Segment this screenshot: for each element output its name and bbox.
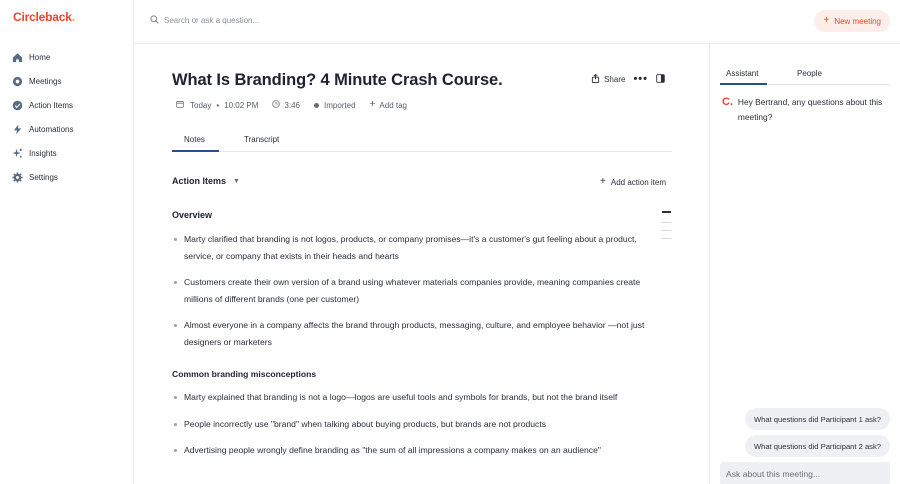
source-chip	[314, 101, 356, 110]
search-icon	[150, 15, 164, 26]
plus-icon: +	[369, 99, 376, 110]
suggestion-chip[interactable]: What questions did Participant 2 ask?	[745, 435, 890, 457]
sidebar-item-label: Home	[29, 52, 51, 62]
assistant-message	[722, 95, 892, 125]
new-meeting-label: New meeting	[834, 16, 881, 26]
logo-dot: .	[71, 10, 75, 24]
sidebar-item-meetings[interactable]	[0, 69, 134, 93]
assistant-tabs	[720, 66, 890, 85]
list-item: People incorrectly use "brand" when talking about buying products, but brands are not products	[172, 416, 658, 433]
list-item: Advertising people wrongly define branding as "the sum of all impressions a company makes on an audience"	[172, 442, 658, 459]
check-circle-icon	[12, 100, 23, 111]
misconceptions-list	[172, 389, 658, 469]
meeting-date: Today	[190, 100, 212, 110]
meetings-icon	[12, 76, 23, 87]
search-placeholder: Search or ask a question...	[164, 16, 260, 25]
meeting-time: 10:02 PM	[224, 100, 259, 110]
sidebar-toggle-icon[interactable]	[656, 74, 665, 85]
meta-separator: •	[216, 100, 220, 110]
notes-tabs	[172, 132, 672, 152]
more-options-icon[interactable]: •••	[633, 73, 648, 85]
action-items-toggle[interactable]	[172, 176, 240, 186]
share-icon	[591, 74, 604, 85]
tab-assistant[interactable]: Assistant	[726, 69, 759, 78]
duration-chip	[272, 100, 300, 110]
active-tab-indicator	[172, 150, 219, 152]
overview-heading: Overview	[172, 210, 213, 220]
tab-people[interactable]: People	[797, 69, 822, 78]
add-tag-label: Add tag	[379, 100, 407, 110]
collapse-icon[interactable]	[662, 211, 671, 213]
calendar-icon	[176, 100, 190, 110]
outline-markers	[661, 222, 671, 246]
share-label: Share	[604, 75, 626, 84]
sidebar-item-label: Automations	[29, 124, 74, 134]
sidebar-item-automations[interactable]	[0, 117, 134, 141]
tab-transcript[interactable]: Transcript	[244, 135, 280, 144]
page-title: What Is Branding? 4 Minute Crash Course.	[172, 71, 503, 89]
ask-input[interactable]	[720, 462, 890, 484]
misconceptions-heading: Common branding misconceptions	[172, 369, 317, 379]
home-icon	[12, 52, 23, 63]
list-item: Marty clarified that branding is not logos, products, or company promises—it's a customer's gut feeling about a product, service, or company that exists in their heads and hearts	[172, 231, 658, 264]
assistant-panel	[710, 44, 900, 484]
list-item: Almost everyone in a company affects the brand through products, messaging, culture, and employee behavior —not just designers or marketers	[172, 317, 658, 350]
active-tab-indicator	[720, 83, 767, 85]
assistant-greeting: Hey Bertrand, any questions about this meeting?	[737, 97, 883, 122]
ask-placeholder: Ask about this meeting...	[726, 469, 821, 479]
meeting-notes-panel	[134, 44, 710, 484]
meeting-duration: 3:46	[284, 100, 300, 110]
logo-text: Circleback	[13, 10, 72, 24]
new-meeting-button[interactable]	[814, 10, 890, 32]
sidebar-item-home[interactable]	[0, 45, 134, 69]
title-actions	[591, 74, 665, 85]
sidebar-item-label: Meetings	[29, 76, 62, 86]
add-tag-button[interactable]	[370, 100, 407, 110]
add-action-item-label: Add action item	[610, 177, 666, 187]
tab-notes[interactable]: Notes	[184, 135, 205, 144]
plus-icon: +	[823, 15, 830, 26]
sidebar-nav	[0, 45, 134, 189]
bolt-icon	[12, 124, 23, 135]
assistant-avatar: C.	[722, 96, 733, 108]
clock-icon	[272, 100, 284, 110]
sidebar-item-label: Action Items	[29, 100, 74, 110]
overview-list	[172, 231, 658, 360]
imported-icon	[314, 103, 319, 108]
sparkle-icon	[12, 148, 23, 159]
plus-icon: +	[600, 176, 606, 187]
app-logo[interactable]	[13, 10, 75, 24]
top-bar	[134, 0, 900, 44]
list-item: Customers create their own version of a brand using whatever materials companies provide, meaning companies create millions of different brands (one per customer)	[172, 274, 658, 307]
search-input[interactable]	[150, 15, 259, 26]
sidebar-item-action-items[interactable]	[0, 93, 134, 117]
suggestion-chip[interactable]: What questions did Participant 1 ask?	[745, 408, 890, 430]
list-item: Marty explained that branding is not a logo—logos are useful tools and symbols for brands, but not the brand itself	[172, 389, 658, 406]
meeting-source: Imported	[324, 100, 356, 110]
meeting-meta	[176, 100, 407, 110]
chevron-down-icon: ▼	[233, 177, 240, 185]
share-button[interactable]	[591, 74, 625, 85]
sidebar-item-settings[interactable]	[0, 165, 134, 189]
add-action-item-button[interactable]	[600, 177, 666, 187]
sidebar	[0, 0, 134, 484]
sidebar-item-label: Settings	[29, 172, 58, 182]
sidebar-item-insights[interactable]	[0, 141, 134, 165]
sidebar-item-label: Insights	[29, 148, 57, 158]
gear-icon	[12, 172, 23, 183]
action-items-heading: Action Items	[172, 176, 227, 186]
